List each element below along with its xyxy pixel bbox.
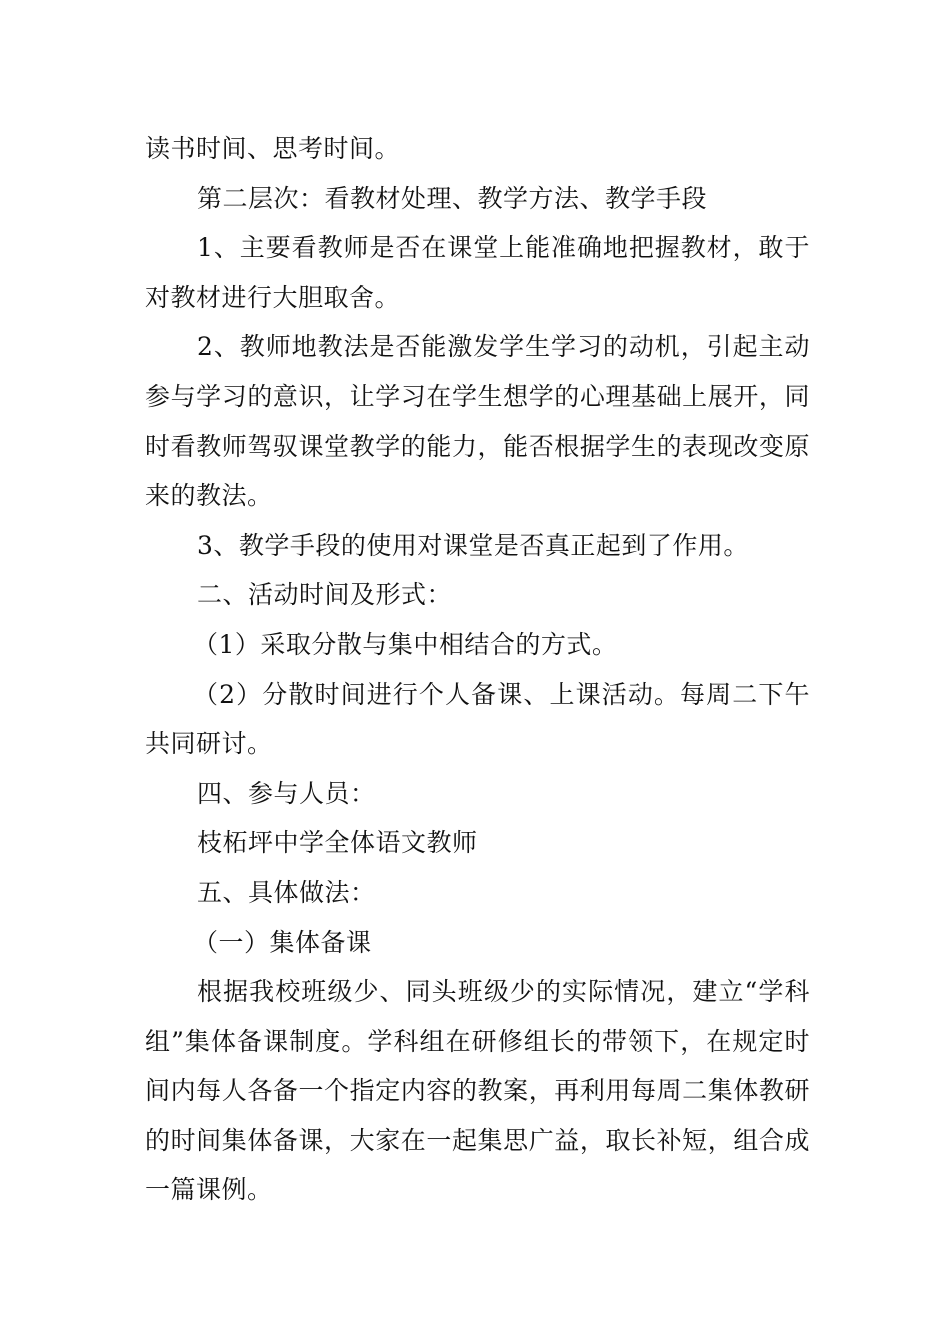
paragraph-item-2: 2、教师地教法是否能激发学生学习的动机，引起主动参与学习的意识，让学习在学生想学的心理基础上展开，同时看教师驾驭课堂教学的能力，能否根据学生的表现改变原来的教法。 [145, 332, 810, 511]
paragraph-form-1: （1）采取分散与集中相结合的方式。 [193, 629, 618, 659]
paragraph-collective-prep: 根据我校班级少、同头班级少的实际情况，建立“学科组”集体备课制度。学科组在研修组长的带领下，在规定时间内每人各备一个指定内容的教案，再利用每周二集体教研的时间集体备课，大家在一起集思广益，取长补短，组合成一篇课例。 [145, 977, 810, 1205]
section-heading-methods: 五、具体做法： [197, 877, 376, 907]
paragraph-item-1: 1、主要看教师是否在课堂上能准确地把握教材，敢于对教材进行大胆取舍。 [145, 233, 810, 312]
paragraph-item-3: 3、教学手段的使用对课堂是否真正起到了作用。 [197, 530, 749, 560]
document-body [145, 124, 810, 1215]
paragraph-participants: 枝柘坪中学全体语文教师 [197, 828, 478, 858]
subsection-heading-collective-prep: （一）集体备课 [193, 927, 372, 957]
paragraph-level-two-heading: 第二层次：看教材处理、教学方法、教学手段 [197, 183, 708, 213]
paragraph-form-2: （2）分散时间进行个人备课、上课活动。每周二下午共同研讨。 [145, 679, 810, 759]
section-heading-participants: 四、参与人员： [197, 778, 376, 808]
section-heading-time-and-form: 二、活动时间及形式： [197, 580, 453, 610]
paragraph-continuation: 读书时间、思考时间。 [145, 134, 401, 163]
